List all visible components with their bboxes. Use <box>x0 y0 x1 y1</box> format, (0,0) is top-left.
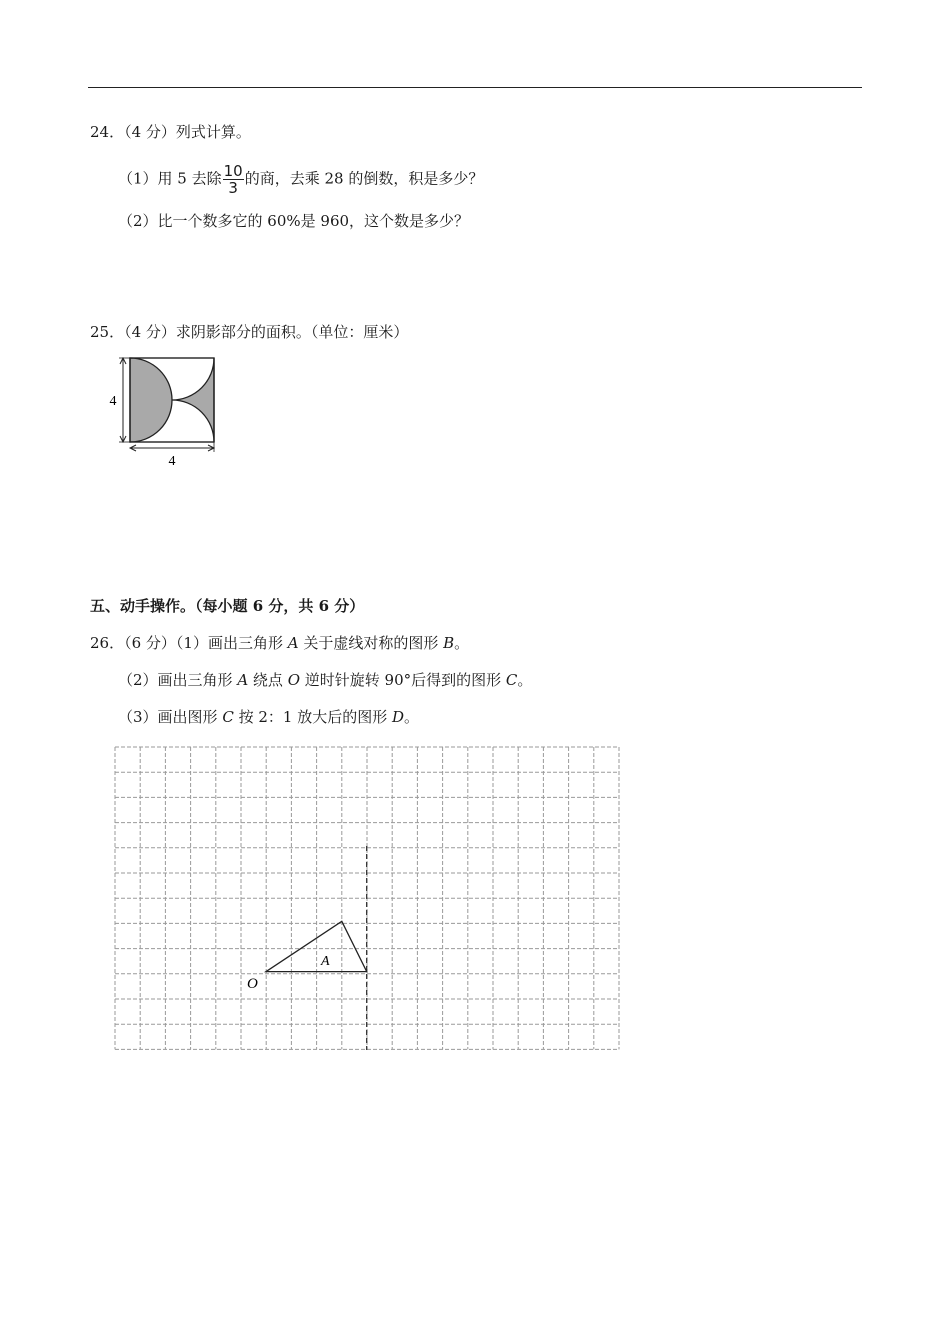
shaded-semicircle <box>130 358 172 442</box>
q25-title: 25．（4 分）求阴影部分的面积。（单位：厘米） <box>90 323 409 341</box>
q24-part1 <box>118 163 483 196</box>
height-label: 4 <box>109 394 117 409</box>
q26-l1-var-B: B <box>443 634 455 652</box>
shaded-concave-region <box>172 358 214 442</box>
width-label: 4 <box>168 454 176 469</box>
q24-part1-suffix: 的商，去乘 28 的倒数，积是多少？ <box>244 169 484 188</box>
fraction-numerator: 10 <box>223 162 243 180</box>
triangle-A-label: A <box>321 954 330 969</box>
shaded-area-figure <box>105 350 230 470</box>
fraction <box>223 163 244 196</box>
q26-l1-text-c: 。 <box>454 634 470 652</box>
q26-l1-text-b: 关于虚线对称的图形 <box>298 634 444 652</box>
q26-l2-var-A: A <box>237 671 249 689</box>
q26-l3-text-a: （3）画出图形 <box>118 708 223 726</box>
q24-part2: （2）比一个数多它的 60%是 960，这个数是多少？ <box>118 212 470 230</box>
section5-heading: 五、动手操作。（每小题 6 分，共 6 分） <box>90 597 365 615</box>
q26-l3-text-c: 。 <box>404 708 420 726</box>
q26-line2 <box>118 670 532 690</box>
q26-l2-text-b: 绕点 <box>248 671 288 689</box>
q26-l2-text-d: 。 <box>517 671 533 689</box>
q26-l2-text-a: （2）画出三角形 <box>118 671 238 689</box>
q26-l1-text-a: 26．（6 分）（1）画出三角形 <box>90 634 288 652</box>
point-O-label: O <box>247 976 258 992</box>
q26-l2-text-c: 逆时针旋转 90°后得到的图形 <box>300 671 506 689</box>
dotted-grid <box>110 742 625 1054</box>
q26-l1-var-A: A <box>287 634 299 652</box>
q26-line1 <box>90 633 469 653</box>
q26-l2-var-O: O <box>287 671 301 689</box>
q26-l3-text-b: 按 2：1 放大后的图形 <box>233 708 392 726</box>
q24-title: 24．（4 分）列式计算。 <box>90 123 251 141</box>
q26-l2-var-C: C <box>505 671 518 689</box>
q26-l3-var-D: D <box>391 708 404 726</box>
q26-l3-var-C: C <box>222 708 234 726</box>
q24-part1-prefix: （1）用 5 去除 <box>118 169 222 188</box>
header-rule <box>88 87 862 88</box>
fraction-denominator: 3 <box>228 179 238 197</box>
q26-line3 <box>118 707 419 727</box>
